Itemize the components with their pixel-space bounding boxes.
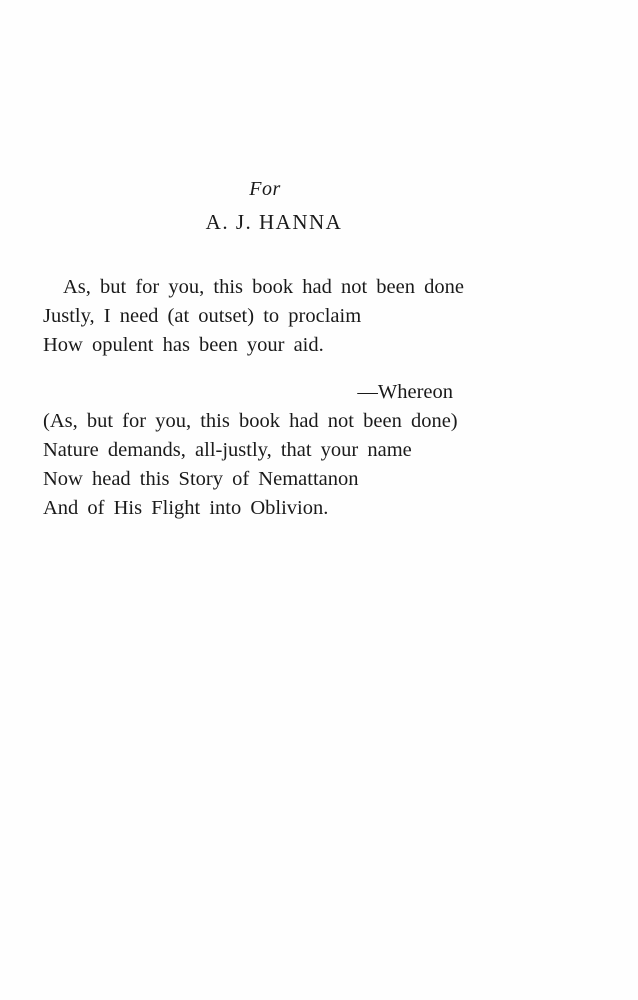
dedicatee-name: A. J. HANNA bbox=[205, 210, 343, 234]
verse-line: (As, but for you, this book had not been done) bbox=[43, 410, 458, 432]
poem-stanza-2 bbox=[43, 378, 458, 523]
verse-line: How opulent has been your aid. bbox=[43, 334, 324, 356]
verse-line: Now head this Story of Nemattanon bbox=[43, 468, 359, 490]
verse-line: And of His Flight into Oblivion. bbox=[43, 497, 329, 519]
verse-line: Justly, I need (at outset) to proclaim bbox=[43, 305, 362, 327]
verse-line-whereon: —Whereon bbox=[357, 381, 453, 403]
verse-line: Nature demands, all-justly, that your name bbox=[43, 439, 412, 461]
dedication-for-label: For bbox=[249, 178, 281, 200]
verse-line: As, but for you, this book had not been done bbox=[63, 276, 464, 298]
poem-stanza-1 bbox=[43, 273, 464, 360]
